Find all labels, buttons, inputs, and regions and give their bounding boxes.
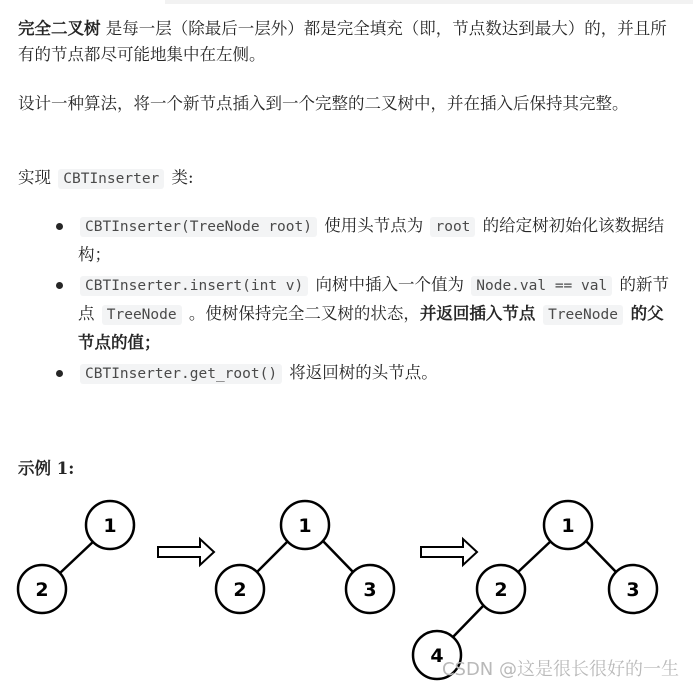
implement-line [18,165,668,192]
method-text: 使用头节点为 [318,216,429,235]
node-label: 1 [103,515,117,537]
method-bold-text: 的父节点的值； [78,304,664,352]
param-code: root [430,217,475,237]
method-bold-text: 并返回插入节点 [419,304,542,323]
method-code: CBTInserter.insert(int v) [80,276,308,296]
node-label: 2 [233,579,247,601]
tree-edge [517,540,552,573]
task-paragraph: 设计一种算法，将一个新节点插入到一个完整的二叉树中，并在插入后保持其完整。 [18,94,629,113]
node-label: 3 [626,579,640,601]
method-text: 向树中插入一个值为 [310,275,470,294]
right-arrow-icon [421,539,477,565]
tree-node [216,565,264,613]
method-text: 。使树保持完全二叉树的状态， [183,304,420,323]
tree-2 [216,501,394,613]
treenode-code: TreeNode [102,305,182,325]
node-label: 4 [430,645,444,667]
intro-text: 是每一层（除最后一层外）都是完全填充（即，节点数达到最大）的，并且所有的节点都尽可能地集中在左侧。 [18,19,667,64]
bullet-icon [56,370,63,377]
top-scroll-strip [165,0,693,4]
list-item [18,271,678,357]
tree-node [346,565,394,613]
node-label: 2 [35,579,49,601]
tree-node [609,565,657,613]
tree-edge [452,605,484,638]
right-arrow-icon [158,539,214,565]
tree-edge [256,540,289,573]
tree-edge [60,540,95,573]
tree-node [544,501,592,549]
node-label: 3 [363,579,377,601]
implement-suffix: 类: [166,168,194,187]
implement-prefix: 实现 [18,168,57,187]
csdn-watermark: CSDN @这是很长很好的一生 [441,659,679,680]
list-item [18,212,678,269]
class-name-code: CBTInserter [58,169,164,189]
treenode-code: TreeNode [543,305,623,325]
node-label: 2 [494,579,508,601]
bullet-icon [56,223,63,230]
method-text: 将返回树的头节点。 [284,363,438,382]
intro-paragraph [18,16,668,68]
node-label: 1 [298,515,312,537]
term-complete-binary-tree: 完全二叉树 [18,19,101,38]
list-item [18,359,678,388]
method-code: CBTInserter(TreeNode root) [80,217,317,237]
tree-node [281,501,329,549]
param-code: Node.val == val [471,276,612,296]
method-text: 的新节点 [78,275,669,323]
tree-1 [18,501,134,613]
tree-3 [413,501,657,679]
bullet-icon [56,282,63,289]
tree-edge [322,540,354,573]
method-code: CBTInserter.get_root() [80,364,282,384]
tree-node [86,501,134,549]
node-label: 1 [561,515,575,537]
example-title: 示例 1: [18,459,75,478]
tree-node [477,565,525,613]
method-list [18,212,678,390]
tree-node [18,565,66,613]
method-text: 的给定树初始化该数据结构； [78,216,665,264]
tree-edge [585,540,617,573]
